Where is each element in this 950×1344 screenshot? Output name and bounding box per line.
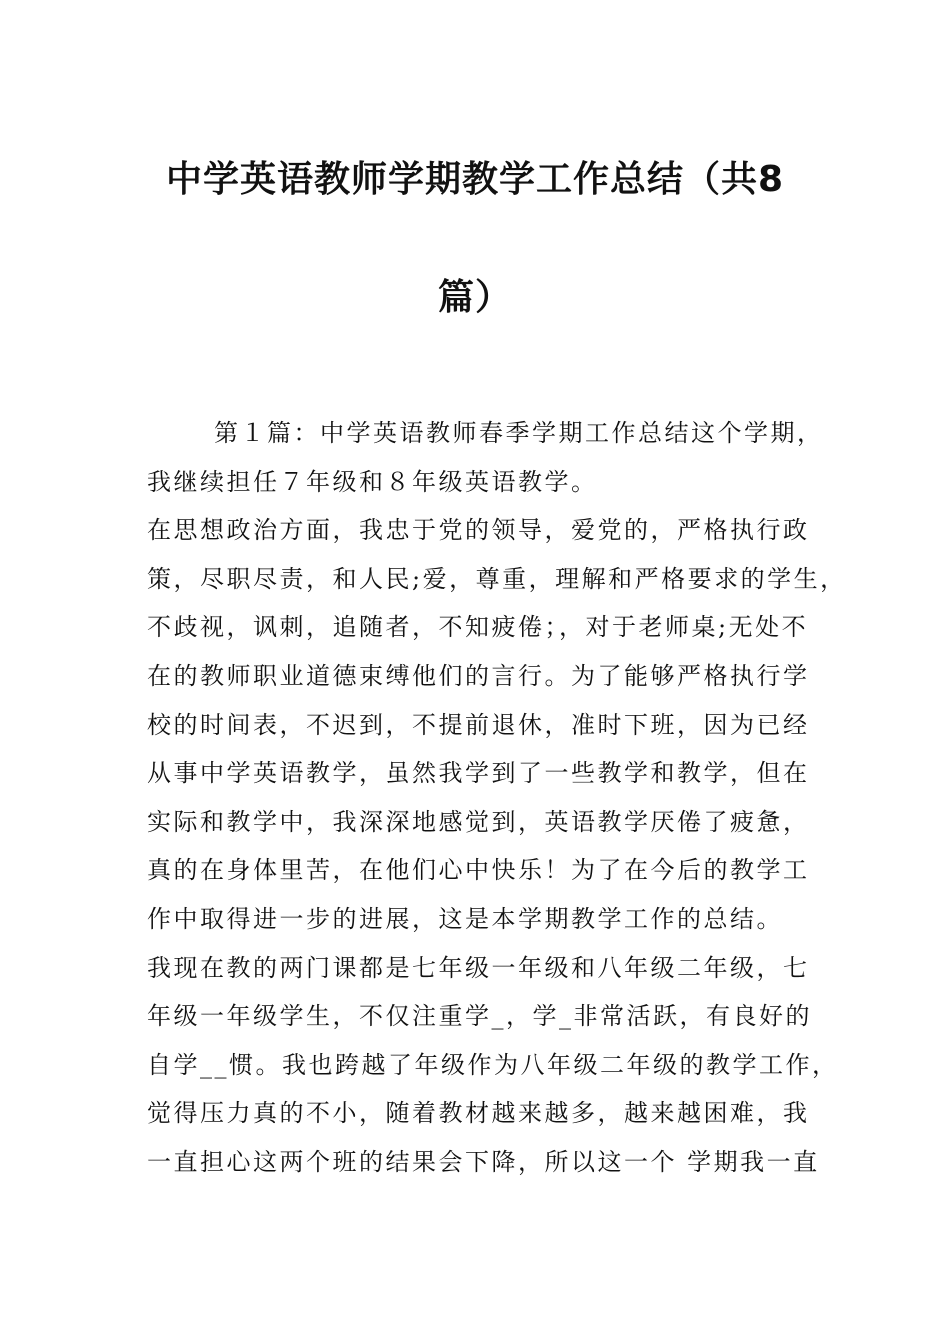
body-line: 策，尽职尽责，和人民;爱，尊重，理解和严格要求的学生， bbox=[147, 564, 847, 593]
body-line: 觉得压力真的不小，随着教材越来越多，越来越困难，我 bbox=[147, 1099, 810, 1128]
body-line: 真的在身体里苦，在他们心中快乐！为了在今后的教学工 bbox=[147, 856, 810, 885]
body-line: 第１篇：中学英语教师春季学期工作总结这个学期， bbox=[214, 419, 824, 447]
body-line: 我现在教的两门课都是七年级一年级和八年级二年级，七 bbox=[147, 953, 810, 982]
body-line: 自学__惯。我也跨越了年级作为八年级二年级的教学工作， bbox=[147, 1050, 839, 1079]
body-line: 不歧视，讽刺，追随者，不知疲倦；，对于老师桌;无处不 bbox=[147, 613, 809, 642]
body-line: 作中取得进一步的进展，这是本学期教学工作的总结。 bbox=[147, 904, 783, 933]
document-title-line-2: 篇） bbox=[437, 277, 512, 318]
document-title-line-1: 中学英语教师学期教学工作总结（共8 bbox=[165, 159, 785, 200]
body-line: 年级一年级学生，不仅注重学_，学_非常活跃，有良好的 bbox=[147, 1002, 812, 1031]
body-line: 在思想政治方面，我忠于党的领导，爱党的，严格执行政 bbox=[147, 516, 810, 545]
body-line: 实际和教学中，我深深地感觉到，英语教学厌倦了疲惫， bbox=[147, 807, 810, 836]
body-line: 在的教师职业道德束缚他们的言行。为了能够严格执行学 bbox=[147, 661, 810, 690]
body-line: 我继续担任７年级和８年级英语教学。 bbox=[147, 467, 598, 496]
body-line: 从事中学英语教学，虽然我学到了一些教学和教学，但在 bbox=[147, 759, 810, 788]
body-line: 校的时间表，不迟到，不提前退休，准时下班，因为已经 bbox=[147, 710, 810, 739]
body-line: 一直担心这两个班的结果会下降，所以这一个 学期我一直 bbox=[147, 1147, 820, 1176]
document-body bbox=[147, 409, 847, 1187]
